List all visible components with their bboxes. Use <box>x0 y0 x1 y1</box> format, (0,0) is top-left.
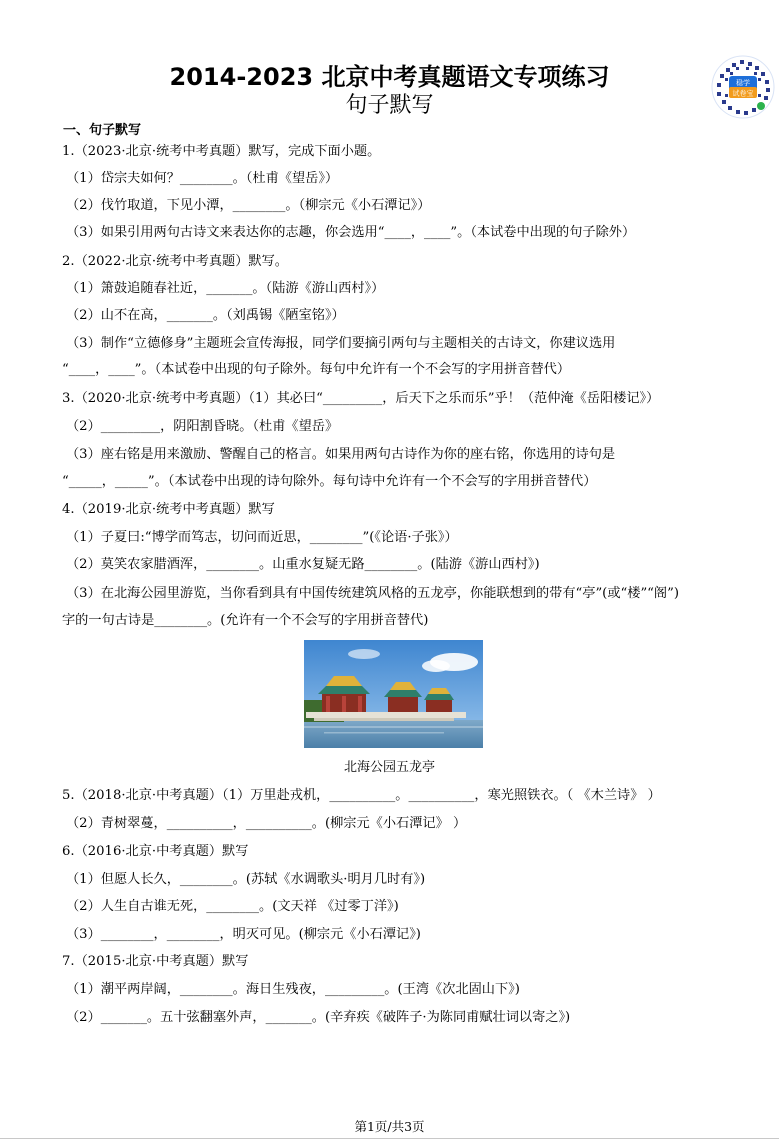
question-6-part-2: （2）人生自古谁无死，________。(文天祥 《过零丁洋》) <box>66 899 399 914</box>
question-2-header: 2.（2022·北京·统考中考真题）默写。 <box>62 254 288 269</box>
question-1-part-2: （2）伐竹取道，下见小潭，________。（柳宗元《小石潭记》） <box>66 198 431 213</box>
section-title: 一、句子默写 <box>63 123 142 138</box>
question-5-header: 5.（2018·北京·中考真题）（1）万里赴戎机，__________。__________，寒光照铁衣。（ 《木兰诗》 ） <box>62 788 661 803</box>
page-number: 第1页/共3页 <box>354 1119 425 1134</box>
five-dragon-pavilion-photo <box>304 640 483 748</box>
question-5-part-2: （2）青树翠蔓，__________，__________。(柳宗元《小石潭记》 ） <box>66 816 467 831</box>
question-7-part-2: （2）_______。五十弦翻塞外声，_______。(辛弃疾《破阵子·为陈同甫赋壮词以寄之》) <box>66 1010 571 1025</box>
question-6-part-1: （1）但愿人长久，________。(苏轼《水调歌头·明月几时有》) <box>66 872 426 887</box>
question-6-header: 6.（2016·北京·中考真题）默写 <box>62 844 249 859</box>
page-title: 2014-2023 北京中考真题语文专项练习 <box>169 63 610 91</box>
question-1-part-1: （1）岱宗夫如何？________。（杜甫《望岳》） <box>66 171 339 186</box>
qr-badge-top: 稳学 <box>736 79 750 87</box>
question-2-part-3-continued: “____，____”。（本试卷中出现的句子除外。每句中允许有一个不会写的字用拼音替代） <box>62 362 571 377</box>
question-3-part-2: （2）_________，阴阳割昏晓。（杜甫《望岳》 <box>66 419 339 434</box>
footer-divider <box>0 1138 779 1139</box>
question-3-header: 3.（2020·北京·统考中考真题）（1）其必曰“_________，后天下之乐而乐”乎！（范仲淹《岳阳楼记》） <box>62 391 660 406</box>
question-3-part-3: （3）座右铭是用来激励、警醒自己的格言。如果用两句古诗作为你的座右铭，你选用的诗句是 <box>66 447 616 462</box>
question-2-part-3: （3）制作“立德修身”主题班会宣传海报，同学们要摘引两句与主题相关的古诗文，你建议选用 <box>66 336 616 351</box>
question-7-header: 7.（2015·北京·中考真题）默写 <box>62 954 249 969</box>
question-3-part-3-continued: “_____，_____”。（本试卷中出现的诗句除外。每句诗中允许有一个不会写的字用拼音替代） <box>62 474 597 489</box>
question-6-part-3: （3）________，________，明灭可见。(柳宗元《小石潭记》) <box>66 927 421 942</box>
question-2-part-2: （2）山不在高，_______。（刘禹锡《陋室铭》） <box>66 308 345 323</box>
question-4-part-3-continued: 字的一句古诗是________。(允许有一个不会写的字用拼音替代) <box>62 613 429 628</box>
question-4-part-3: （3）在北海公园里游览，当你看到具有中国传统建筑风格的五龙亭，你能联想到的带有“亭”(或“楼”“阁”) <box>66 586 680 601</box>
question-1-part-3: （3）如果引用两句古诗文来表达你的志趣，你会选用“____，____”。（本试卷中出现的句子除外） <box>66 225 636 240</box>
qr-code-logo <box>710 54 776 120</box>
question-2-part-1: （1）箫鼓追随春社近，_______。（陆游《游山西村》） <box>66 281 385 296</box>
question-7-part-1: （1）潮平两岸阔，________。海日生残夜，_________。(王湾《次北固山下》) <box>66 982 520 997</box>
page-subtitle: 句子默写 <box>345 93 434 118</box>
figure-caption: 北海公园五龙亭 <box>343 760 435 775</box>
qr-badge-bottom: 试卷宝 <box>732 89 754 98</box>
question-4-part-2: （2）莫笑农家腊酒浑，________。山重水复疑无路________。(陆游《游山西村》) <box>66 557 540 572</box>
question-1-header: 1.（2023·北京·统考中考真题）默写，完成下面小题。 <box>62 144 381 159</box>
question-4-header: 4.（2019·北京·统考中考真题）默写 <box>62 502 275 517</box>
question-4-part-1: （1）子夏曰:“博学而笃志，切问而近思，________”(《论语·子张》） <box>66 530 458 545</box>
